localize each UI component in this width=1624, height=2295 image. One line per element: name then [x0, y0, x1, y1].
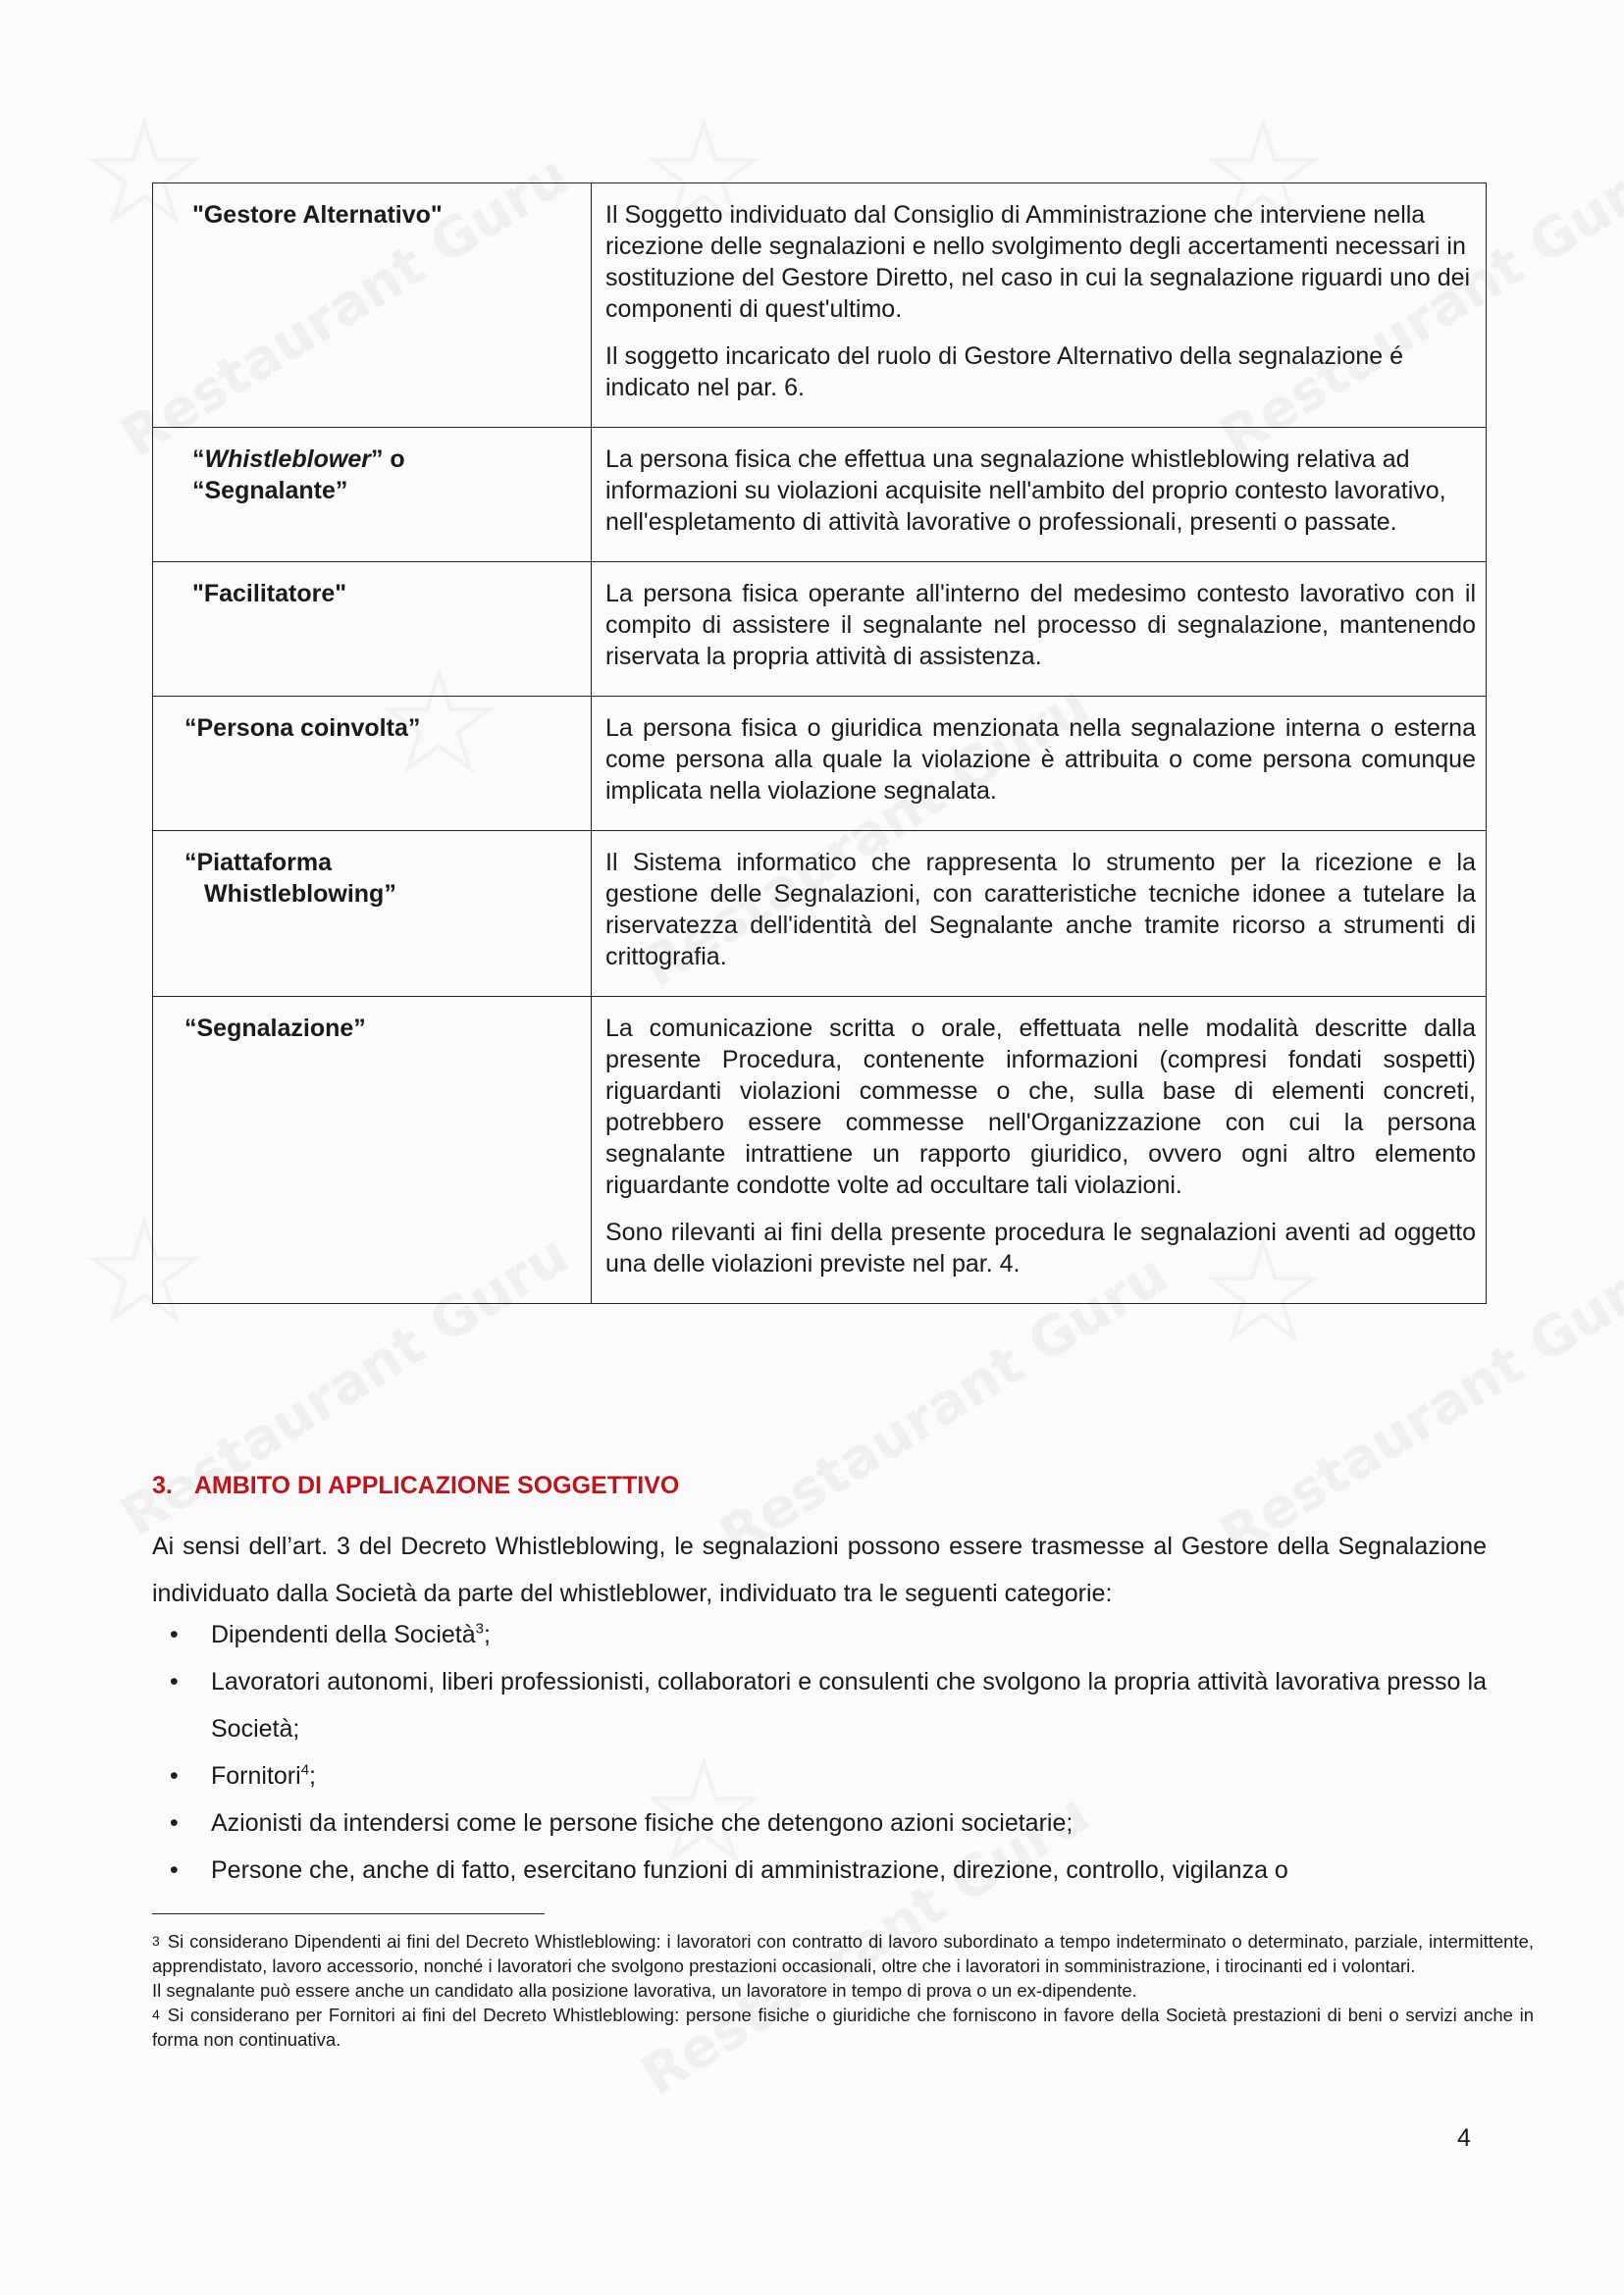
bullet-icon: •: [170, 1809, 179, 1837]
term-label: "Facilitatore": [192, 580, 347, 607]
bullet-icon: •: [170, 1668, 179, 1695]
term-label: "Gestore Alternativo": [192, 201, 443, 229]
footnote-separator: [152, 1913, 545, 1914]
footnote-number: 4: [152, 2007, 160, 2022]
definition-paragraph: Il Sistema informatico che rappresenta lo strumento per la ricezione e la gestione delle Segnalazioni, con caratteristiche tecniche idonee a tutelare la riservatezza dell'identità del Segnalante anche tramite ricorso a strumenti di crittografia.: [605, 849, 1476, 970]
definition-paragraph: La comunicazione scritta o orale, effettuata nelle modalità descritte dalla presente Procedura, contenente informazioni (compresi fondati sospetti) riguardanti violazioni commesse o che, sulla base di elementi concreti, potrebbero essere commesse nell'Organizzazione con cui la persona segnalante intrattiene un rapporto giuridico, ovvero ogni altro elemento riguardante condotte volte ad occultare tali violazioni.: [605, 1015, 1476, 1199]
term-cell: [153, 997, 592, 1304]
definition-paragraph: Sono rilevanti ai fini della presente procedura le segnalazioni aventi ad oggetto una delle violazioni previste nel par. 4.: [605, 1219, 1476, 1278]
bullet-icon: •: [170, 1762, 179, 1790]
table-row: [153, 697, 1487, 831]
term-label: “Piattaforma: [184, 849, 333, 876]
table-row: [153, 831, 1487, 997]
definition-paragraph: La persona fisica o giuridica menzionata nella segnalazione interna o esterna come persona alla quale la violazione è attribuita o come persona comunque implicata nella violazione segnalata.: [605, 714, 1476, 805]
section-intro-paragraph: Ai sensi dell’art. 3 del Decreto Whistleblowing, le segnalazioni possono essere trasmesse al Gestore della Segnalazione individuato dalla Società da parte del whistleblower, individuato tra le seguenti categorie:: [152, 1533, 1487, 1607]
definition-paragraph: Il Soggetto individuato dal Consiglio di Amministrazione che interviene nella ricezione delle segnalazioni e nello svolgimento degli accertamenti necessari in sostituzione del Gestore Diretto, nel caso in cui la segnalazione riguardi uno dei componenti di quest'ultimo.: [605, 201, 1471, 323]
definition-cell: [592, 562, 1487, 697]
footnote-4: $^4$ Si considerano per Fornitori ai fini del Decreto Whistleblowing: persone fisiche o giuridiche che forniscono in favore della Società prestazioni di beni o servizi anche in forma non continuativa.: [152, 2005, 1534, 2050]
bullet-icon: •: [170, 1621, 179, 1648]
table-row: [153, 562, 1487, 697]
definition-cell: [592, 428, 1487, 562]
list-item: • Persone che, anche di fatto, esercitano funzioni di amministrazione, direzione, controllo, vigilanza o: [152, 1847, 1487, 1894]
category-list: [152, 1611, 1487, 1894]
footnote-ref[interactable]: 3: [475, 1620, 484, 1638]
page-number: 4: [1457, 2124, 1471, 2152]
footnotes: [152, 1929, 1534, 2052]
list-item: • Dipendenti della Società$^3$;: [152, 1611, 1487, 1658]
list-item: • Lavoratori autonomi, liberi professionisti, collaboratori e consulenti che svolgono la propria attività lavorativa presso la Società;: [152, 1658, 1487, 1752]
footnote-number: 3: [152, 1933, 160, 1949]
definition-cell: [592, 183, 1487, 428]
list-item: • Fornitori$^4$;: [152, 1752, 1487, 1799]
section-heading: [152, 1472, 679, 1500]
definition-cell: [592, 997, 1487, 1304]
term-cell: [153, 697, 592, 831]
term-cell: [153, 562, 592, 697]
bullet-icon: •: [170, 1856, 179, 1884]
definition-paragraph: Il soggetto incaricato del ruolo di Gestore Alternativo della segnalazione é indicato nel par. 6.: [605, 342, 1404, 401]
list-item: • Azionisti da intendersi come le persone fisiche che detengono azioni societarie;: [152, 1799, 1487, 1847]
table-row: [153, 997, 1487, 1304]
section-title: AMBITO DI APPLICAZIONE SOGGETTIVO: [193, 1472, 680, 1499]
term-cell: [153, 831, 592, 997]
definition-cell: [592, 831, 1487, 997]
footnote-ref[interactable]: 4: [300, 1761, 310, 1779]
term-label: “Segnalante”: [192, 477, 348, 504]
term-cell: [153, 428, 592, 562]
definitions-table: [152, 183, 1487, 1304]
footnote-3: $^3$ Si considerano Dipendenti ai fini del Decreto Whistleblowing: i lavoratori con contratto di lavoro subordinato a tempo indeterminato o determinato, parziale, intermittente, apprendistato, lavoro accessorio, nonché i lavoratori che svolgono prestazioni occasionali, oltre che i lavoratori in somministrazione, i tirocinanti ed i volontari.: [152, 1931, 1534, 1976]
definition-paragraph: La persona fisica operante all'interno del medesimo contesto lavorativo con il compito di assistere il segnalante nel processo di segnalazione, mantenendo riservata la propria attività di assistenza.: [605, 580, 1476, 670]
definition-cell: [592, 697, 1487, 831]
table-row: [153, 183, 1487, 428]
term-label: “Segnalazione”: [184, 1015, 366, 1042]
footnote-3-extra: Il segnalante può essere anche un candidato alla posizione lavorativa, un lavoratore in tempo di prova o un ex-dipendente.: [152, 1980, 1137, 2001]
table-row: [153, 428, 1487, 562]
term-cell: [153, 183, 592, 428]
term-label: Whistleblowing”: [204, 880, 396, 908]
section-number: 3.: [152, 1472, 173, 1499]
definition-paragraph: La persona fisica che effettua una segnalazione whistleblowing relativa ad informazioni su violazioni acquisite nell'ambito del proprio contesto lavorativo, nell'espletamento di attività lavorative o professionali, presenti o passate.: [605, 445, 1446, 536]
term-label: “Persona coinvolta”: [184, 714, 421, 742]
term-label: “Whistleblower” o: [192, 445, 405, 473]
